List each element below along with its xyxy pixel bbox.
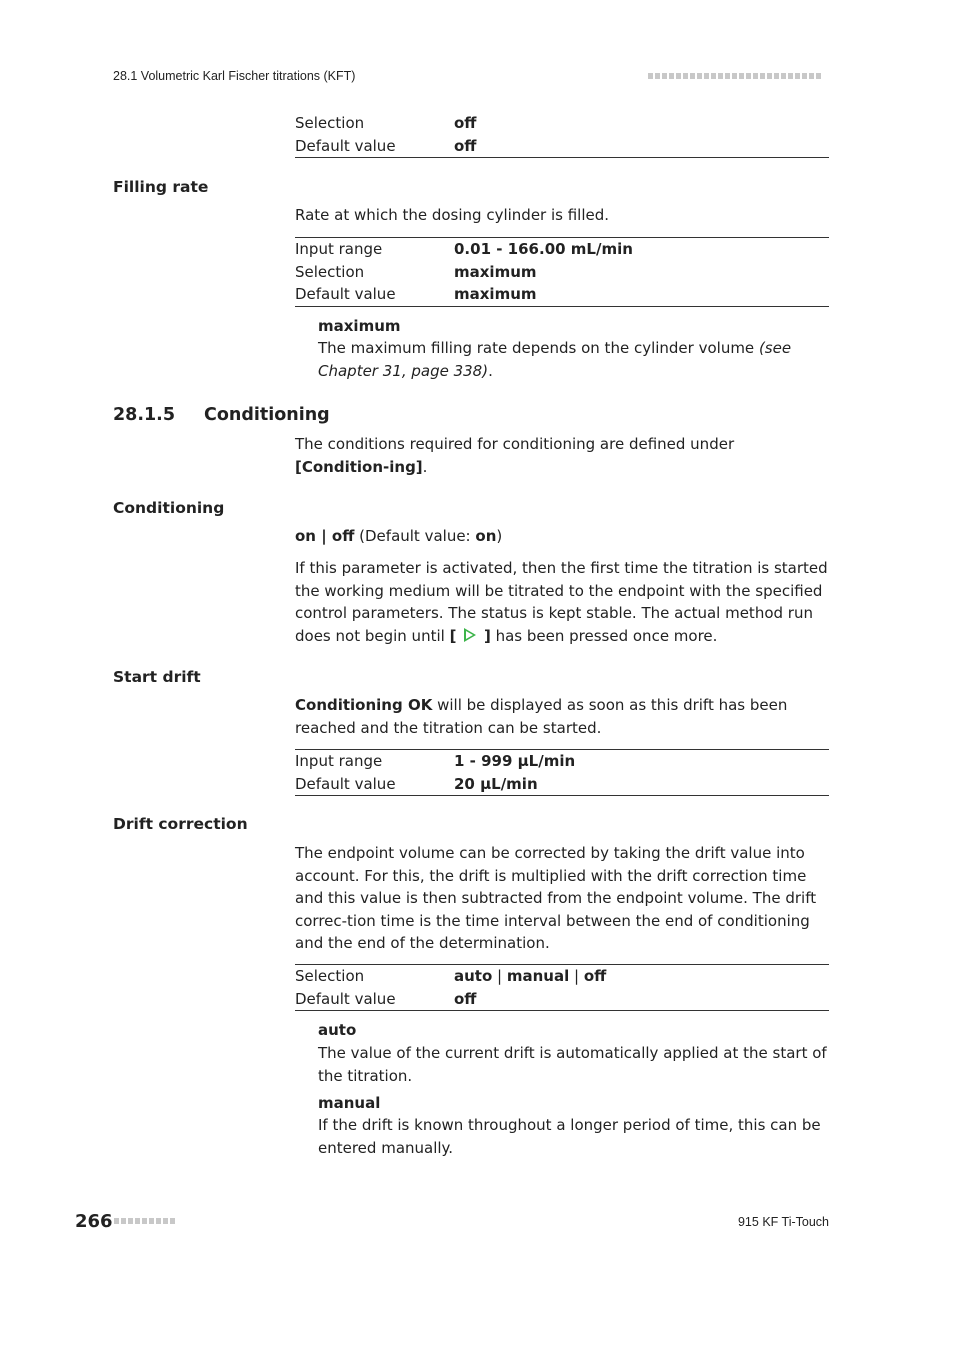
table-row: Selection auto | manual | off (295, 967, 607, 985)
section-intro: The conditions required for conditioning are defined under [Condition-ing]. (295, 435, 735, 476)
conditioning-description: If this parameter is activated, then the first time the titration is started the working medium will be titrated to the endpoint with the specified control parameters. The status is kept stable. The actual method run does not begin until [ ] has been pressed once more. (295, 559, 828, 645)
table-row: Default value off (295, 989, 477, 1008)
start-drift-description: Conditioning OK will be displayed as soon as this drift has been reached and the titration can be started. (295, 696, 788, 737)
table-row: Default value off (295, 136, 477, 155)
option-auto-title: auto (318, 1021, 357, 1039)
top-parameter-table (295, 112, 829, 158)
start-drift-label: Start drift (113, 668, 201, 686)
drift-correction-table (295, 964, 829, 1011)
table-row: Default value 20 µL/min (295, 774, 538, 793)
header-dot-bar (648, 73, 821, 79)
option-maximum-text: The maximum filling rate depends on the cylinder volume (see Chapter 31, page 338). (318, 339, 792, 380)
option-manual-text: If the drift is known throughout a longer period of time, this can be entered manually. (318, 1116, 821, 1157)
product-name: 915 KF Ti-Touch (737, 1215, 829, 1229)
page-number: 266 (75, 1211, 113, 1232)
drift-correction-label: Drift correction (113, 815, 248, 833)
option-auto-text: The value of the current drift is automatically applied at the start of the titration. (318, 1044, 827, 1085)
footer-dot-bar (114, 1218, 175, 1224)
table-row: Default value maximum (295, 285, 537, 303)
table-row: Selection off (295, 114, 477, 132)
table-row: Selection maximum (295, 262, 537, 281)
table-row: Input range 1 - 999 µL/min (295, 752, 576, 770)
conditioning-label: Conditioning (113, 499, 225, 517)
conditioning-options: on | off (Default value: on) (295, 527, 503, 545)
filling-rate-description: Rate at which the dosing cylinder is filled. (295, 206, 610, 224)
option-maximum-title: maximum (318, 317, 401, 335)
drift-correction-description: The endpoint volume can be corrected by taking the drift value into account. For this, the drift is multiplied with the drift correction time and this value is then subtracted from the endpoint volume. The drift correc-tion time is the time interval between the end of conditioning and the end of the determination. (295, 844, 817, 952)
section-heading: 28.1.5 Conditioning (113, 405, 330, 425)
filling-rate-table (295, 237, 829, 307)
start-drift-table (295, 749, 829, 796)
start-play-icon (464, 628, 476, 642)
chapter-reference-link[interactable]: (see Chapter 31, page 338) (318, 339, 792, 380)
option-manual-title: manual (318, 1094, 381, 1112)
table-row: Input range 0.01 - 166.00 mL/min (295, 240, 633, 258)
running-header: 28.1 Volumetric Karl Fischer titrations (KFT) (113, 69, 356, 83)
filling-rate-label: Filling rate (113, 178, 209, 196)
